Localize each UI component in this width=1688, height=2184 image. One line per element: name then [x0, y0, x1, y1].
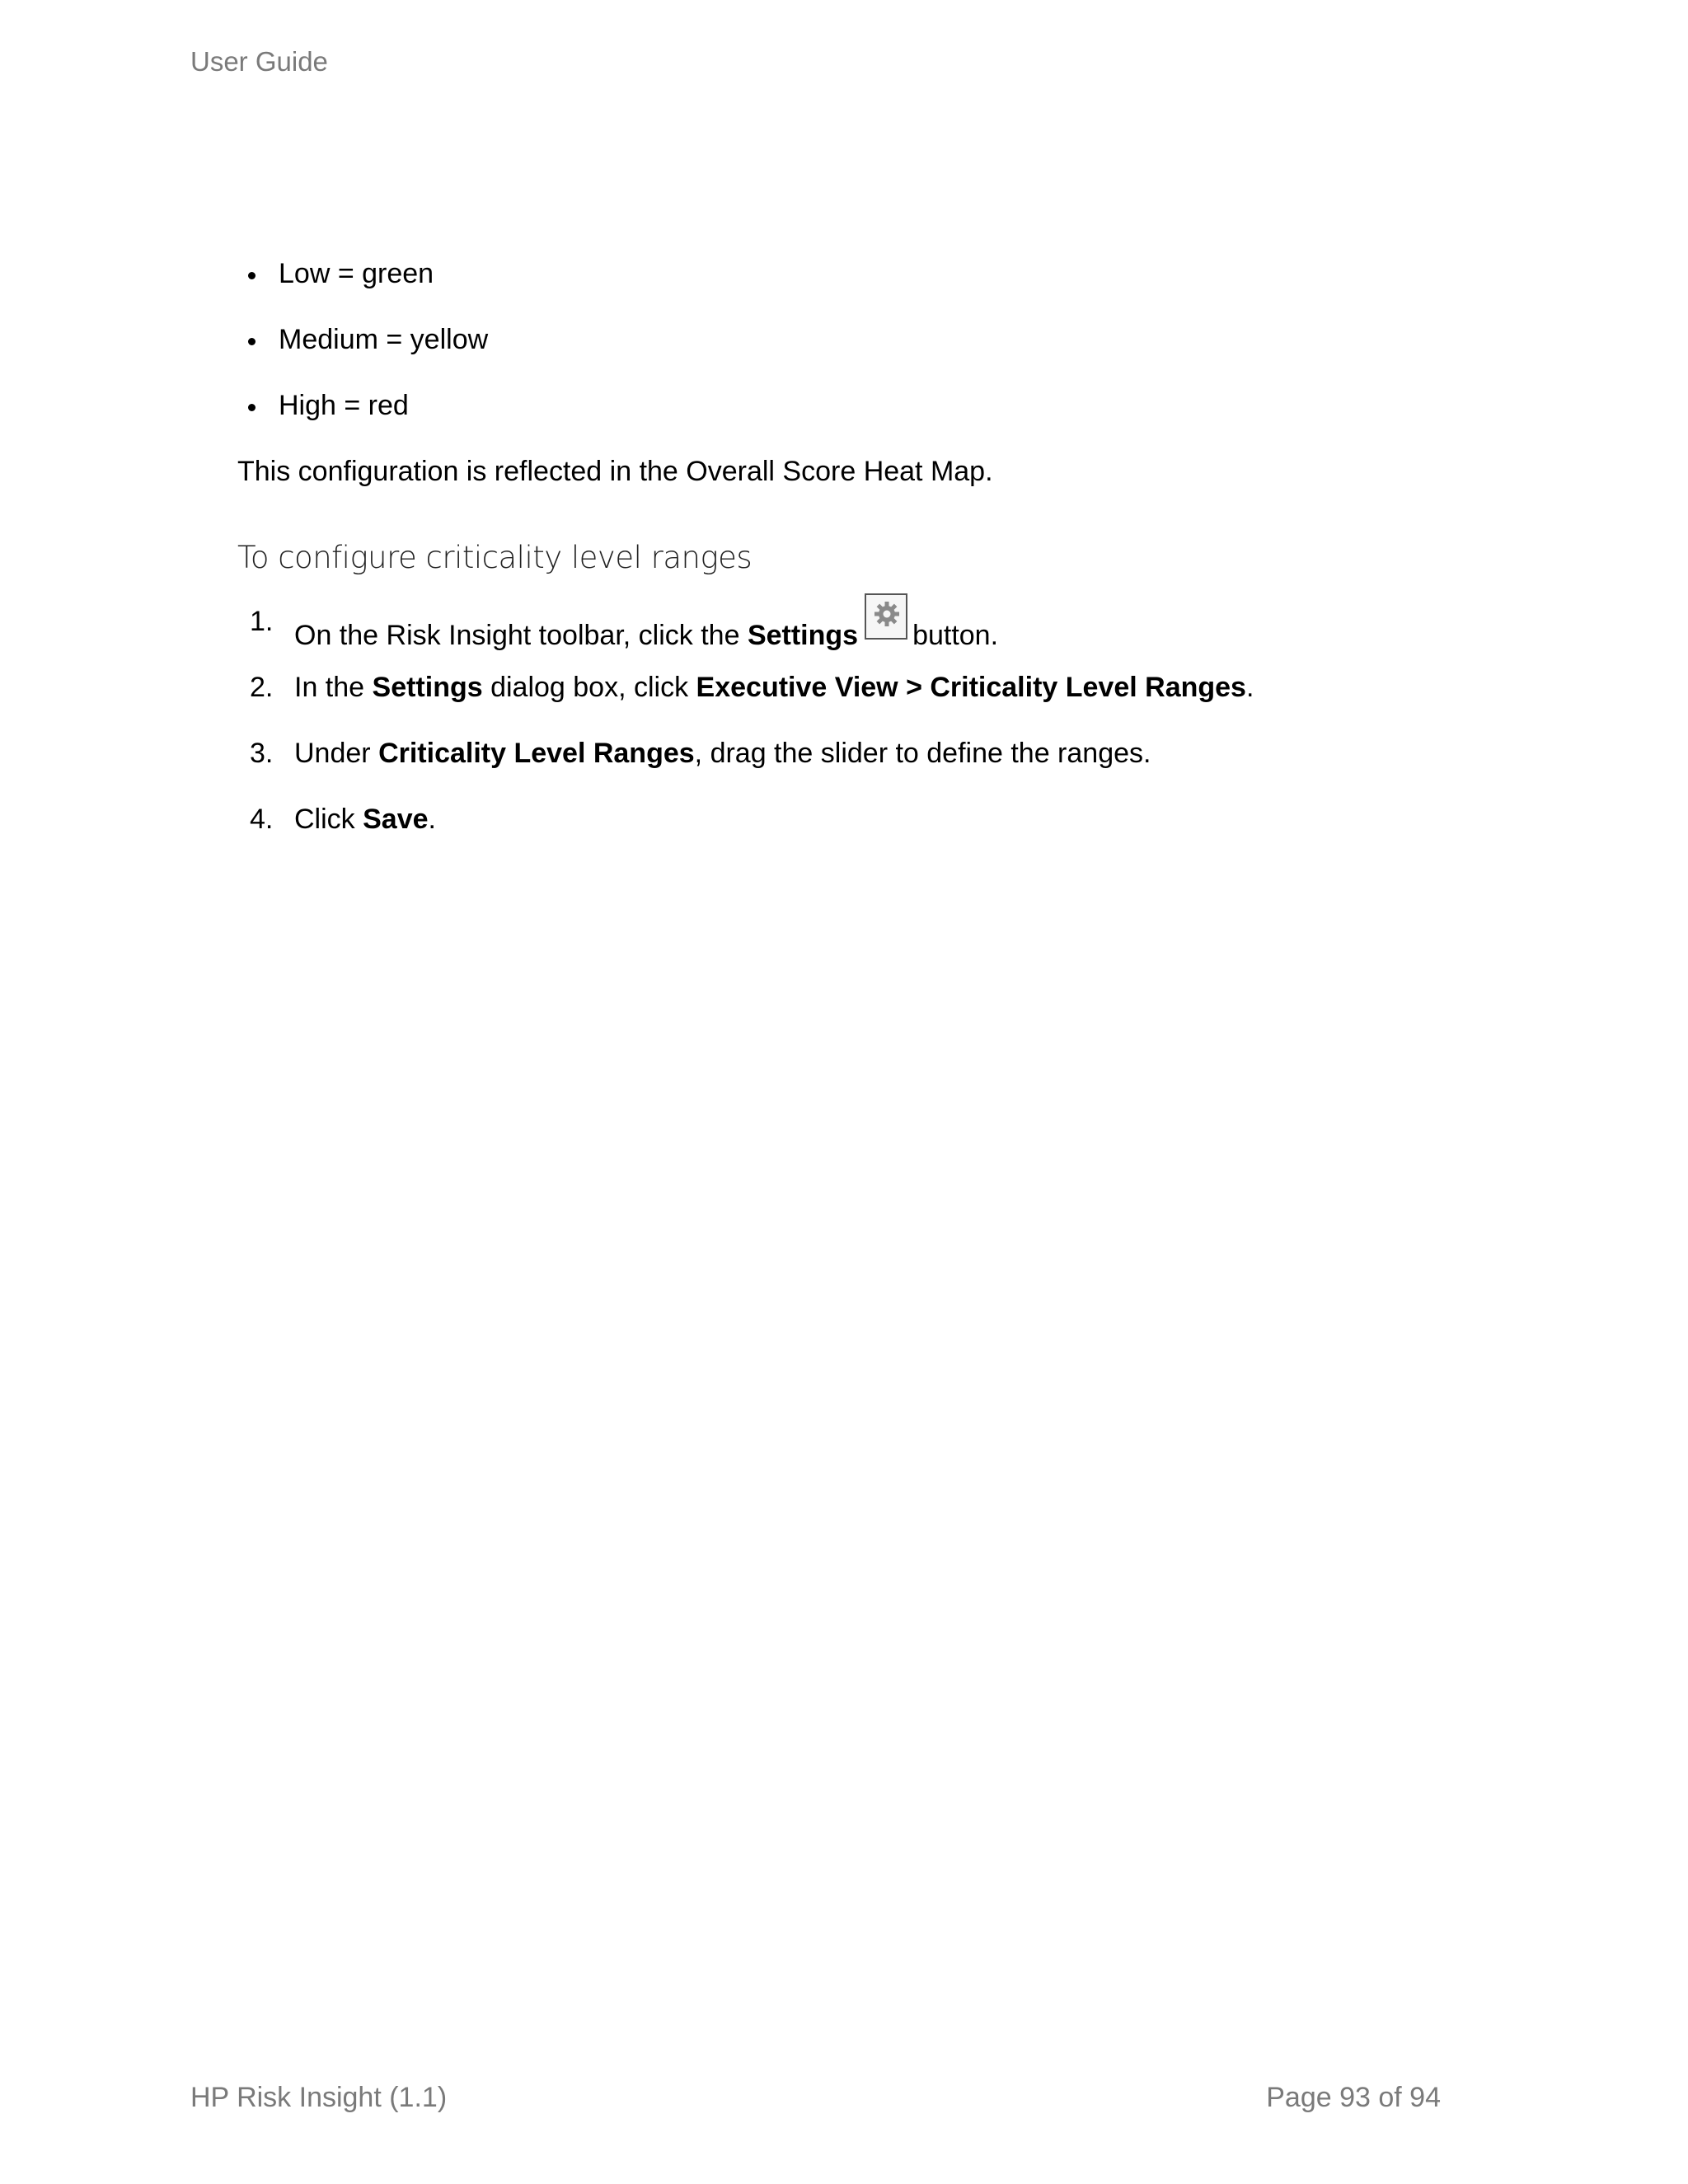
procedure-heading: To configure criticality level ranges [237, 540, 753, 575]
step-1 [237, 603, 1474, 669]
step-4 [237, 801, 1474, 867]
step-number: 1. [250, 606, 274, 637]
step-text-end: , drag the slider to define the ranges. [694, 738, 1151, 769]
step-3 [237, 735, 1474, 801]
body-paragraph: This configuration is reflected in the Overall Score Heat Map. [237, 456, 993, 487]
ui-term-settings: Settings [747, 620, 859, 651]
color-legend-list [237, 255, 1474, 453]
step-text-end: button. [912, 620, 999, 651]
step-text: On the Risk Insight toolbar, click the [294, 620, 748, 651]
bullet-icon [248, 404, 256, 411]
running-header: User Guide [190, 46, 328, 77]
ui-term-menu-path: Executive View > Criticality Level Ranges [696, 672, 1246, 703]
ui-term-criticality-level-ranges: Criticality Level Ranges [378, 738, 695, 769]
footer-product: HP Risk Insight (1.1) [190, 2082, 448, 2113]
step-number: 3. [250, 738, 274, 769]
step-2 [237, 669, 1474, 735]
list-item [237, 321, 1474, 387]
step-text: In the [294, 672, 373, 703]
step-text: Click [294, 804, 363, 835]
bullet-icon [248, 338, 256, 345]
step-text-mid: dialog box, click [482, 672, 696, 703]
list-item-text: Medium = yellow [279, 324, 489, 355]
list-item [237, 255, 1474, 321]
list-item-text: High = red [279, 390, 409, 421]
footer-page-number: Page 93 of 94 [1266, 2082, 1441, 2113]
ui-term-settings: Settings [372, 672, 483, 703]
step-number: 4. [250, 804, 274, 835]
step-number: 2. [250, 672, 274, 703]
list-item-text: Low = green [279, 258, 434, 289]
gear-icon [865, 593, 907, 640]
step-text-end: . [428, 804, 436, 835]
list-item [237, 387, 1474, 453]
procedure-steps [237, 603, 1474, 867]
bullet-icon [248, 272, 256, 279]
ui-term-save: Save [363, 804, 429, 835]
page-content [237, 255, 1474, 867]
step-text-end: . [1245, 672, 1254, 703]
step-text: Under [294, 738, 379, 769]
